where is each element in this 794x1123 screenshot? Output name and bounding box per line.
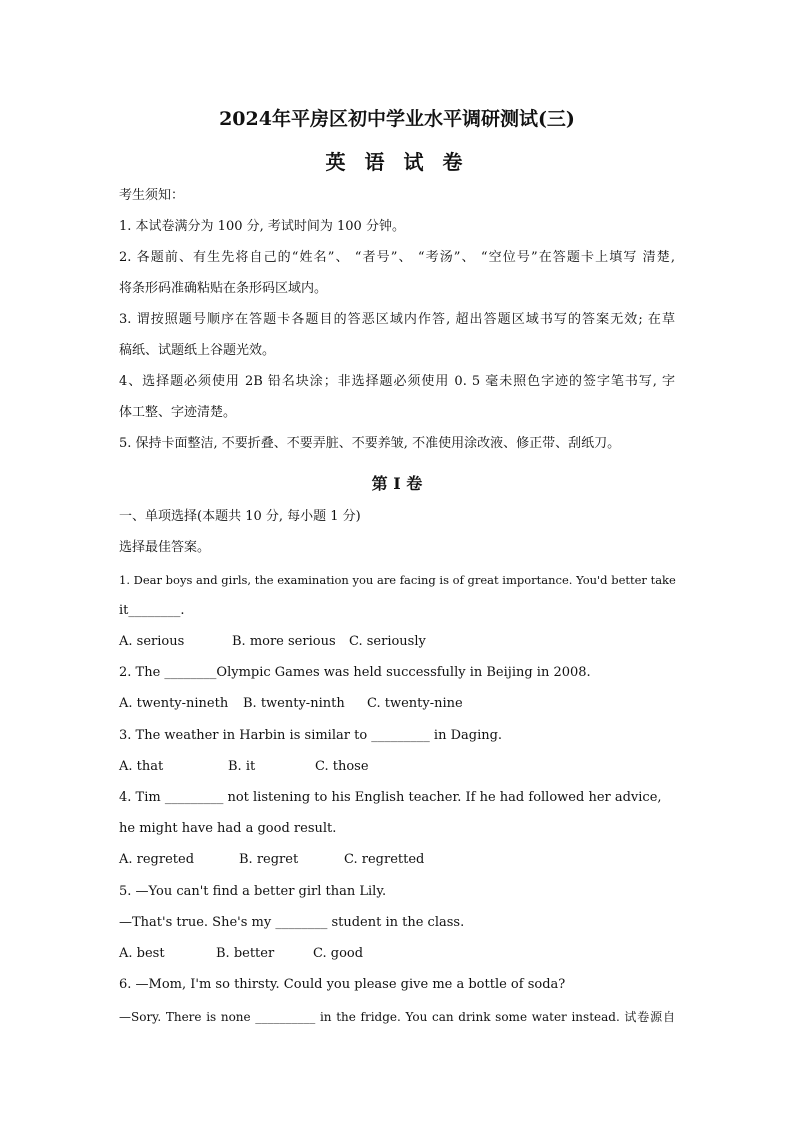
q5-option-c: C. good [313,946,364,961]
question-3-text: 3. The weather in Harbin is similar to _________ in Daging. [119,728,503,743]
question-1-text: 1. Dear boys and girls, the examination you are facing is of great importance. You'd better take [119,573,676,587]
question-6-text: 6. —Mom, I'm so thirsty. Could you please give me a bottle of soda? [119,977,566,992]
notice-item-1: 1. 本试卷满分为 100 分, 考试时间为 100 分钟。 [119,219,405,234]
section-heading: 一、单项选择(本题共 10 分, 每小题 1 分) [119,509,361,524]
question-1-options [119,633,426,651]
q4-option-b: B. regret [239,852,299,867]
notice-heading: 考生须知： [119,188,185,203]
notice-item-2: 2. 各题前、有生先将自己的“姓名”、 “者号”、 “考汤”、 “空位号”在答题卡上填写 清楚, [119,250,675,265]
q1-option-c: C. seriously [349,634,426,649]
q3-option-c: C. those [315,759,369,774]
q5-option-b: B. better [216,946,275,961]
question-4-text-cont: he might have had a good result. [119,821,337,836]
part-title: 第 I 卷 [371,474,423,493]
notice-item-3: 3. 谓按照题号顺序在答题卡各题目的答恶区域内作答, 超出答题区域书写的答案无效; 在草 [119,312,675,327]
question-4-text: 4. Tim _________ not listening to his English teacher. If he had followed her advice, [119,790,662,805]
question-5-text: 5. —You can't find a better girl than Lily. [119,884,387,899]
notice-item-3-cont: 稿纸、试题纸上谷题光效。 [119,343,276,358]
q3-option-a: A. that [119,759,164,774]
notice-item-4: 4、选择题必须使用 2B 铅名块涂；非选择题必须使用 0. 5 毫未照色字迹的签字笔书写, 字 [119,374,675,389]
exam-subtitle: 英 语 试 卷 [325,150,469,174]
question-5-options [119,945,363,963]
question-2-options [119,695,463,713]
notice-item-2-cont: 将条形码准确粘贴在条形码区域内。 [119,281,328,296]
section-instruction: 选择最佳答案。 [119,540,211,555]
question-1-text-cont: it________. [119,603,185,618]
q4-option-a: A. regreted [119,852,195,867]
q2-option-c: C. twenty-nine [367,696,463,711]
question-5-text-cont: —That's true. She's my ________ student in the class. [119,915,465,930]
q5-option-a: A. best [119,946,165,961]
question-4-options [119,851,424,869]
question-3-options [119,758,369,776]
q3-option-b: B. it [228,759,256,774]
question-6-text-cont: —Sory. There is none __________ in the fridge. You can drink some water instead. 试卷源自 [119,1010,675,1024]
q1-option-a: A. serious [119,634,185,649]
notice-item-5: 5. 保持卡面整洁, 不要折叠、不要弄脏、不要养皱, 不准使用涂改液、修正带、刮纸刀。 [119,436,621,451]
q2-option-b: B. twenty-ninth [243,696,345,711]
q2-option-a: A. twenty-nineth [119,696,229,711]
exam-title: 2024年平房区初中学业水平调研测试(三) [219,108,575,130]
question-2-text: 2. The ________Olympic Games was held successfully in Beijing in 2008. [119,665,591,680]
q4-option-c: C. regretted [344,852,425,867]
notice-item-4-cont: 体工整、字迹清楚。 [119,405,237,420]
q1-option-b: B. more serious [232,634,336,649]
